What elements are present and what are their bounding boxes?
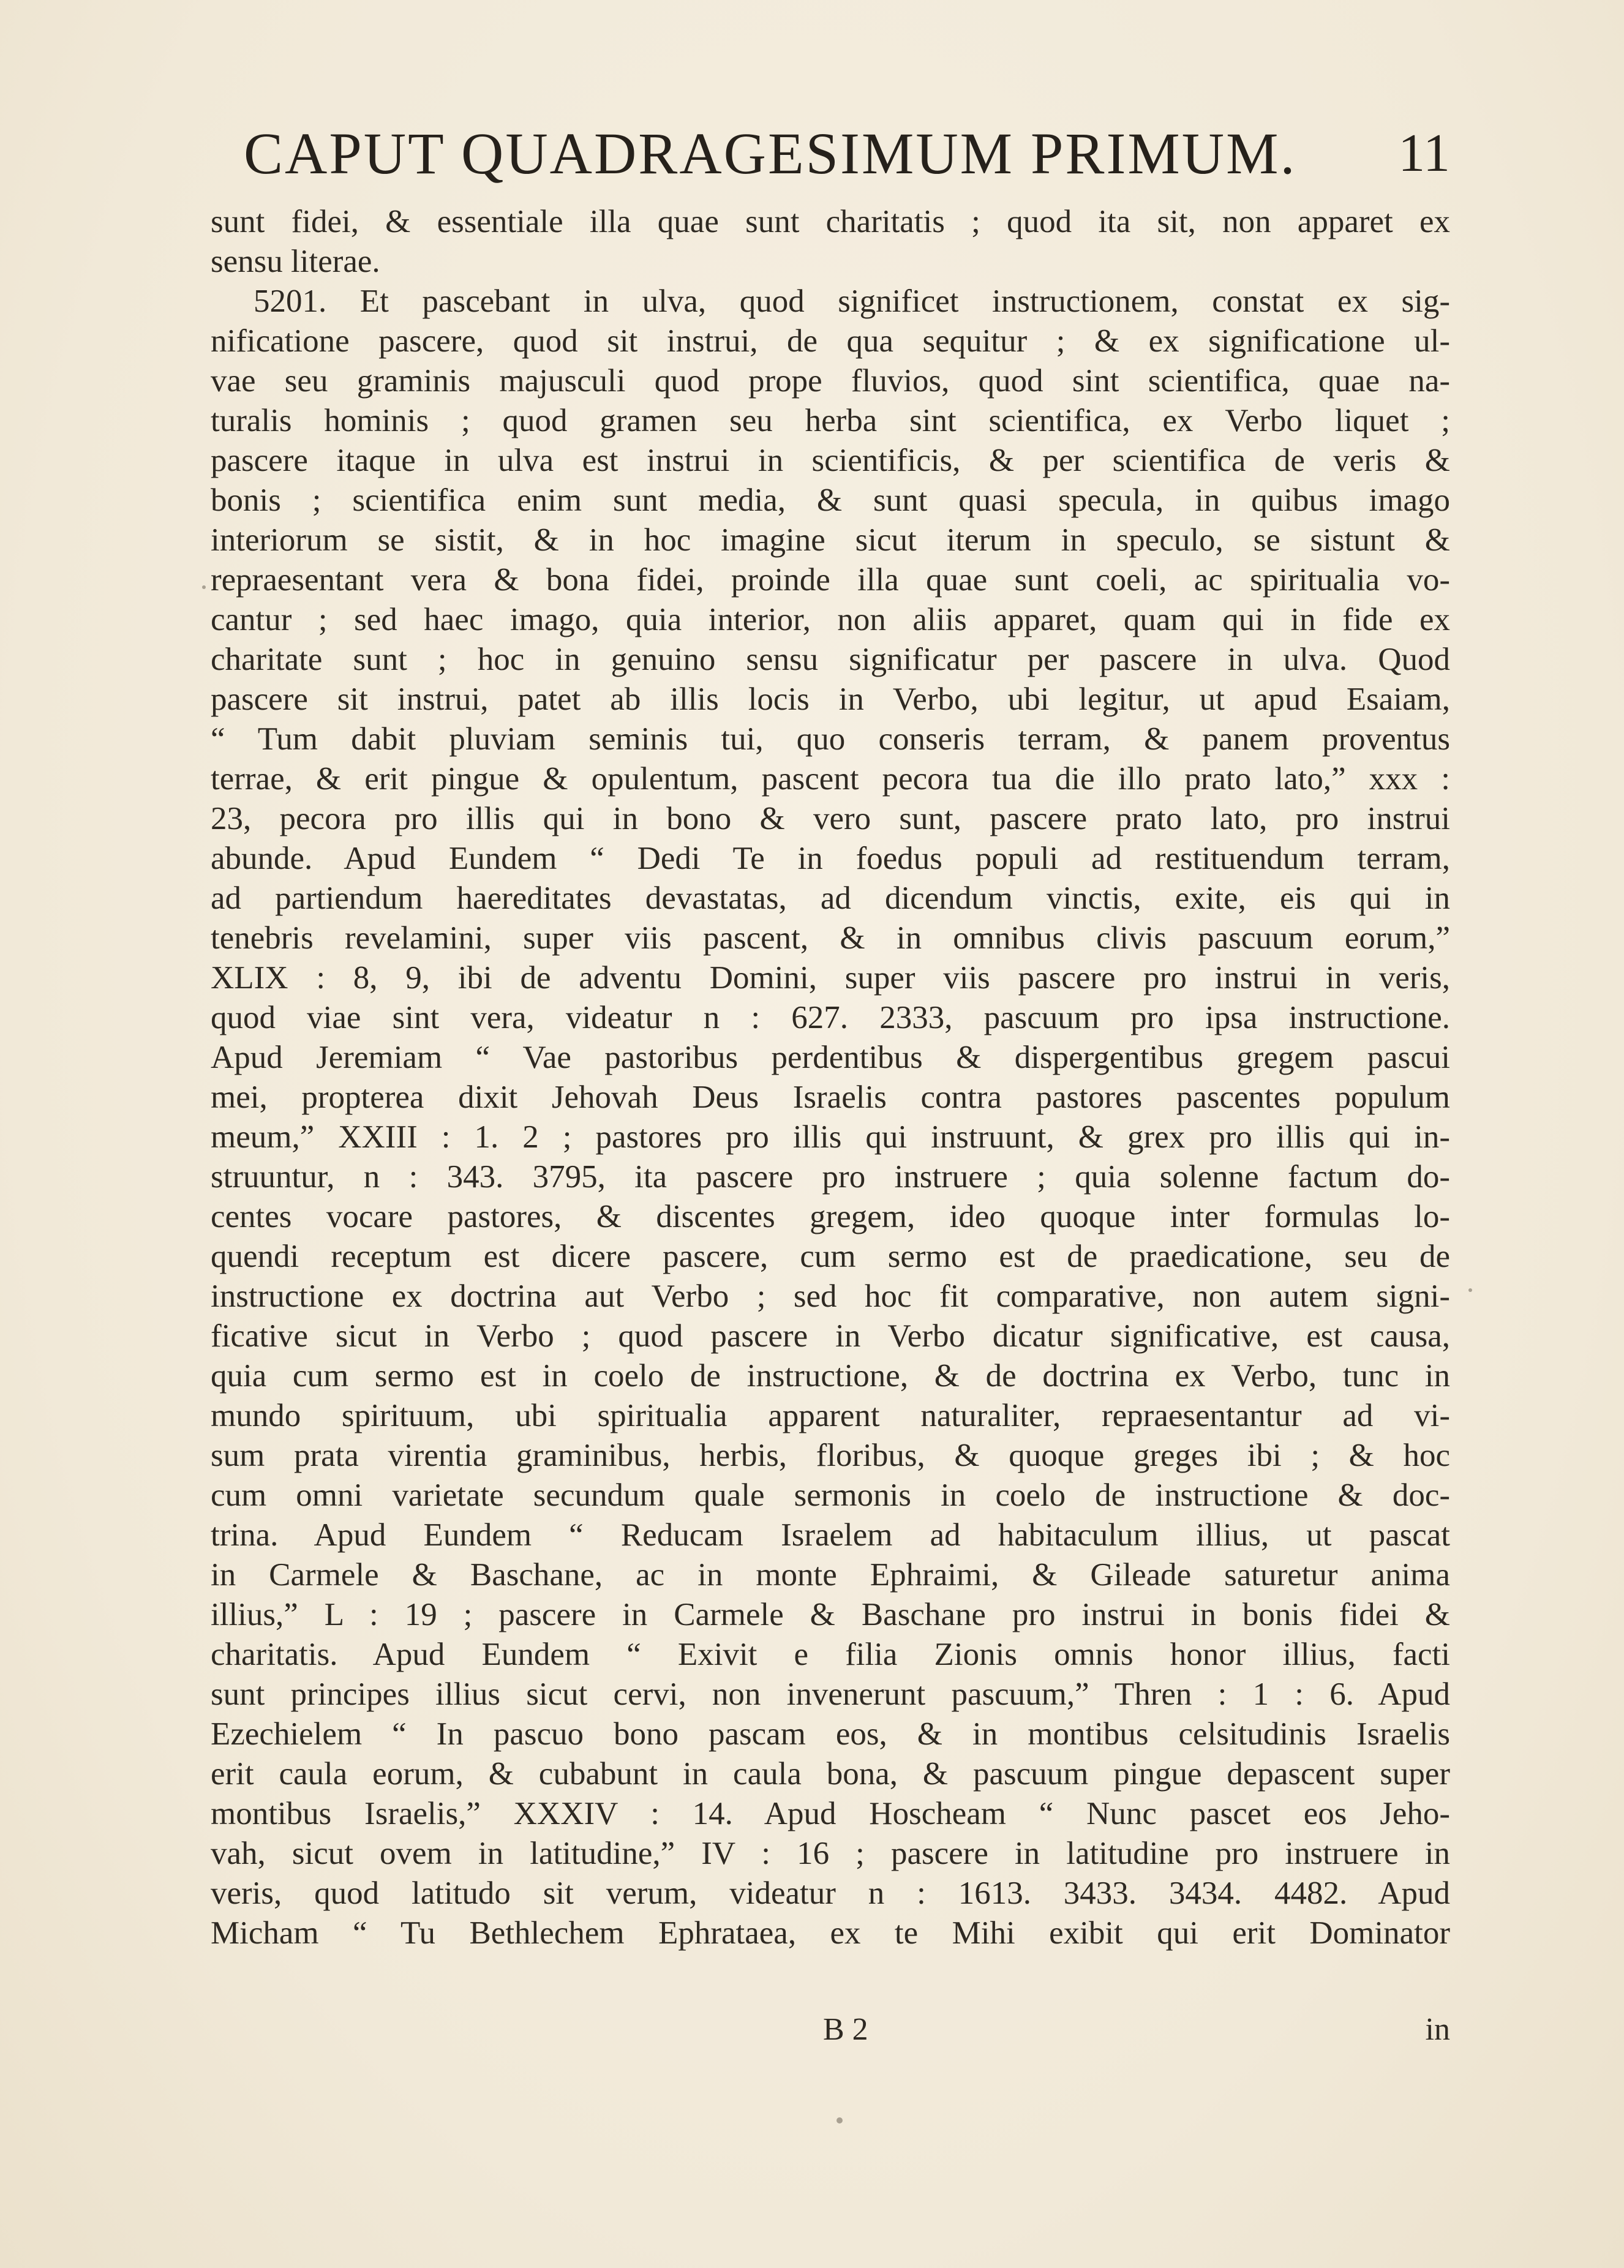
text-line: Micham “ Tu Bethlechem Ephrataea, ex te Mihi exibit qui erit Dominator <box>211 1915 1450 1951</box>
text-line: pascere sit instrui, patet ab illis locis in Verbo, ubi legitur, ut apud Esaiam, <box>211 682 1450 717</box>
text-line: terrae, & erit pingue & opulentum, pascent pecora tua die illo prato lato,” xxx : <box>211 761 1450 797</box>
text-line: Apud Jeremiam “ Vae pastoribus perdentibus & dispergentibus gregem pascui <box>211 1040 1450 1075</box>
text-line: erit caula eorum, & cubabunt in caula bona, & pascuum pingue depascent super <box>211 1756 1450 1792</box>
text-line: mundo spirituum, ubi spiritualia apparent naturaliter, repraesentantur ad vi- <box>211 1398 1450 1433</box>
body-text <box>211 202 1450 1953</box>
text-line: charitate sunt ; hoc in genuino sensu significatur per pascere in ulva. Quod <box>211 642 1450 677</box>
text-line: vae seu graminis majusculi quod prope fluvios, quod sint scientifica, quae na- <box>211 363 1450 399</box>
text-line: quod viae sint vera, videatur n : 627. 2333, pascuum pro ipsa instructione. <box>211 1000 1450 1035</box>
text-line: “ Tum dabit pluviam seminis tui, quo conseris terram, & panem proventus <box>211 721 1450 757</box>
text-line: sensu literae. <box>211 244 380 279</box>
text-line: cantur ; sed haec imago, quia interior, non aliis apparet, quam qui in fide ex <box>211 602 1450 637</box>
text-line: tenebris revelamini, super viis pascent, & in omnibus clivis pascuum eorum,” <box>211 920 1450 956</box>
page-footer <box>211 2008 1450 2051</box>
text-line: pascere itaque in ulva est instrui in scientificis, & per scientifica de veris & <box>211 443 1450 478</box>
text-line: veris, quod latitudo sit verum, videatur n : 1613. 3433. 3434. 4482. Apud <box>211 1876 1450 1911</box>
text-line: 23, pecora pro illis qui in bono & vero sunt, pascere prato lato, pro instrui <box>211 801 1450 836</box>
text-line: sunt principes illius sicut cervi, non invenerunt pascuum,” Thren : 1 : 6. Apud <box>211 1677 1450 1712</box>
page-number: 11 <box>1398 124 1450 183</box>
text-line: repraesentant vera & bona fidei, proinde illa quae sunt coeli, ac spiritualia vo- <box>211 562 1450 598</box>
text-line: charitatis. Apud Eundem “ Exivit e filia Zionis omnis honor illius, facti <box>211 1637 1450 1672</box>
text-line: turalis hominis ; quod gramen seu herba sint scientifica, ex Verbo liquet ; <box>211 403 1450 438</box>
text-line: abunde. Apud Eundem “ Dedi Te in foedus populi ad restituendum terram, <box>211 841 1450 876</box>
text-line: illius,” L : 19 ; pascere in Carmele & Baschane pro instrui in bonis fidei & <box>211 1597 1450 1632</box>
print-speck <box>202 585 206 589</box>
text-line: instructione ex doctrina aut Verbo ; sed hoc fit comparative, non autem signi- <box>211 1279 1450 1314</box>
text-line: cum omni varietate secundum quale sermonis in coelo de instructione & doc- <box>211 1478 1450 1513</box>
text-line: bonis ; scientifica enim sunt media, & sunt quasi specula, in quibus imago <box>211 483 1450 518</box>
text-line: montibus Israelis,” XXXIV : 14. Apud Hoscheam “ Nunc pascet eos Jeho- <box>211 1796 1450 1831</box>
text-line: sunt fidei, & essentiale illa quae sunt charitatis ; quod ita sit, non apparet ex <box>211 204 1450 239</box>
chapter-title: CAPUT QUADRAGESIMUM PRIMUM. <box>244 121 1297 186</box>
catchword: in <box>1425 2012 1450 2047</box>
paragraph-start-line: 5201. Et pascebant in ulva, quod significet instructionem, constat ex sig- <box>254 284 1450 319</box>
text-line: Ezechielem “ In pascuo bono pascam eos, & in montibus celsitudinis Israelis <box>211 1716 1450 1752</box>
text-line: interiorum se sistit, & in hoc imagine sicut iterum in speculo, se sistunt & <box>211 522 1450 558</box>
text-line: XLIX : 8, 9, ibi de adventu Domini, super viis pascere pro instrui in veris, <box>211 960 1450 996</box>
text-line: vah, sicut ovem in latitudine,” IV : 16 ; pascere in latitudine pro instruere in <box>211 1836 1450 1871</box>
text-line: nificatione pascere, quod sit instrui, de qua sequitur ; & ex significatione ul- <box>211 323 1450 359</box>
text-line: meum,” XXIII : 1. 2 ; pastores pro illis qui instruunt, & grex pro illis qui in- <box>211 1119 1450 1155</box>
text-line: mei, propterea dixit Jehovah Deus Israelis contra pastores pascentes populum <box>211 1080 1450 1115</box>
print-speck <box>1468 1288 1472 1292</box>
text-line: quia cum sermo est in coelo de instructione, & de doctrina ex Verbo, tunc in <box>211 1358 1450 1394</box>
text-line: centes vocare pastores, & discentes gregem, ideo quoque inter formulas lo- <box>211 1199 1450 1234</box>
text-line: trina. Apud Eundem “ Reducam Israelem ad habitaculum illius, ut pascat <box>211 1517 1450 1553</box>
text-line: quendi receptum est dicere pascere, cum sermo est de praedicatione, seu de <box>211 1239 1450 1274</box>
print-speck <box>836 2117 843 2123</box>
text-line: struuntur, n : 343. 3795, ita pascere pro instruere ; quia solenne factum do- <box>211 1159 1450 1195</box>
text-line: in Carmele & Baschane, ac in monte Ephraimi, & Gileade saturetur anima <box>211 1557 1450 1593</box>
text-line: ad partiendum haereditates devastatas, ad dicendum vinctis, exite, eis qui in <box>211 881 1450 916</box>
signature-mark: B 2 <box>823 2012 868 2047</box>
text-line: ficative sicut in Verbo ; quod pascere in Verbo dicatur significative, est causa, <box>211 1318 1450 1354</box>
text-line: sum prata virentia graminibus, herbis, floribus, & quoque greges ibi ; & hoc <box>211 1438 1450 1473</box>
running-head <box>244 120 1450 187</box>
